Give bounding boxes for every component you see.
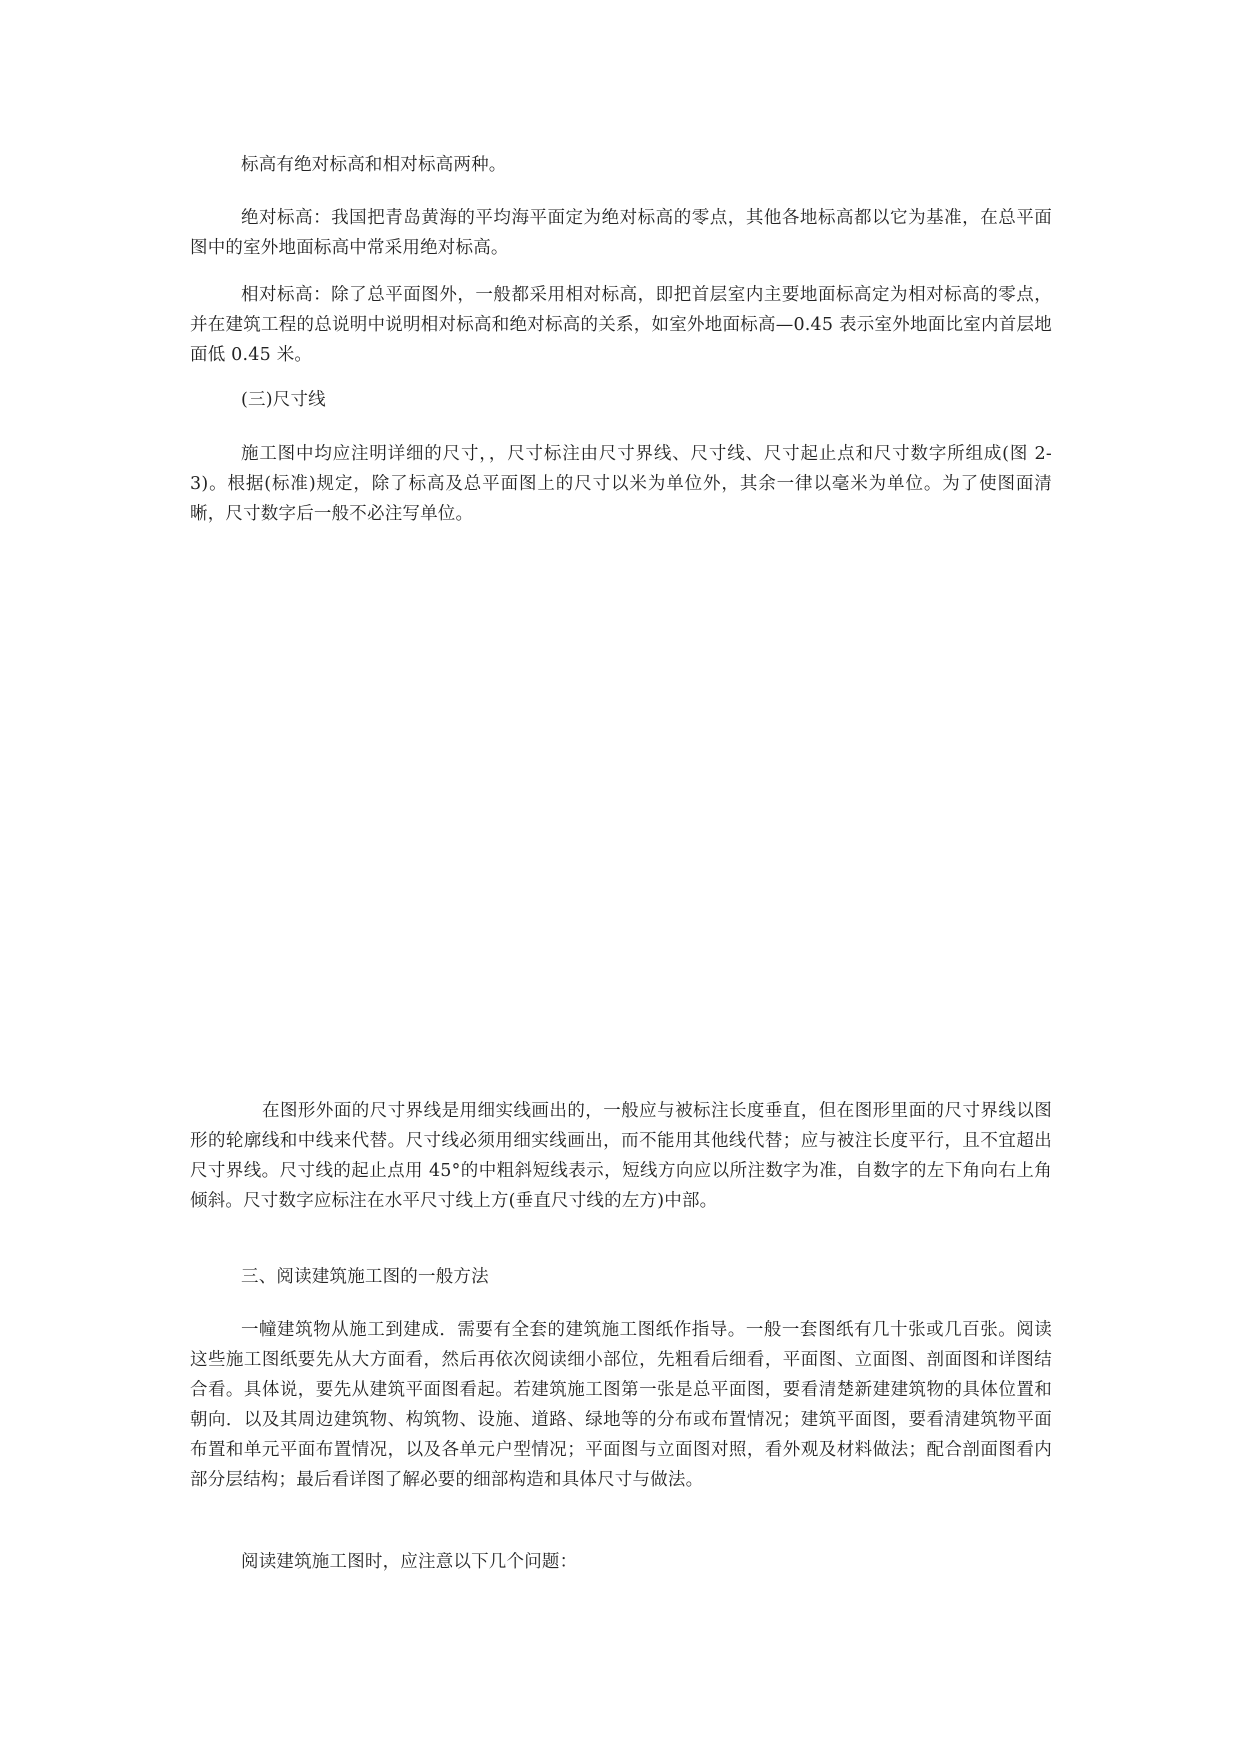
paragraph-relative-elevation: 相对标高：除了总平面图外，一般都采用相对标高，即把首层室内主要地面标高定为相对标高的零点，并在建筑工程的总说明中说明相对标高和绝对标高的关系，如室外地面标高—0.45 表示室外地面比室内首层地面低 0.45 米。 <box>190 285 1052 365</box>
paragraph-dimension-annotation: 施工图中均应注明详细的尺寸，，尺寸标注由尺寸界线、尺寸线、尺寸起止点和尺寸数字所组成(图 2-3)。根据(标准)规定，除了标高及总平面图上的尺寸以米为单位外，其余一律以毫米为单位。为了使图面清晰，尺寸数字后一般不必注写单位。 <box>190 444 1052 524</box>
paragraph-elevation-types: 标高有绝对标高和相对标高两种。 <box>241 155 507 175</box>
paragraph-reading-notes: 阅读建筑施工图时，应注意以下几个问题： <box>241 1552 578 1572</box>
paragraph-extension-lines: 在图形外面的尺寸界线是用细实线画出的，一般应与被标注长度垂直，但在图形里面的尺寸界线以图形的轮廓线和中线来代替。尺寸线必须用细实线画出，而不能用其他线代替；应与被注长度平行，且不宜超出尺寸界线。尺寸线的起止点用 45°的中粗斜短线表示，短线方向应以所注数字为准，自数字的左下角向右上角倾斜。尺寸数字应标注在水平尺寸线上方(垂直尺寸线的左方)中部。 <box>190 1101 1052 1211</box>
paragraph-absolute-elevation: 绝对标高：我国把青岛黄海的平均海平面定为绝对标高的零点，其他各地标高都以它为基准，在总平面图中的室外地面标高中常采用绝对标高。 <box>190 208 1052 258</box>
paragraph-reading-method: 一幢建筑物从施工到建成．需要有全套的建筑施工图纸作指导。一般一套图纸有几十张或几百张。阅读这些施工图纸要先从大方面看，然后再依次阅读细小部位，先粗看后细看，平面图、立面图、剖面图和详图结合看。具体说，要先从建筑平面图看起。若建筑施工图第一张是总平面图，要看清楚新建建筑物的具体位置和朝向．以及其周边建筑物、构筑物、设施、道路、绿地等的分布或布置情况；建筑平面图，要看清建筑物平面布置和单元平面布置情况，以及各单元户型情况；平面图与立面图对照，看外观及材料做法；配合剖面图看内部分层结构；最后看详图了解必要的细部构造和具体尺寸与做法。 <box>190 1320 1052 1490</box>
section-heading-dimension-lines: (三)尺寸线 <box>241 390 326 410</box>
figure-blank-area <box>190 540 1052 1080</box>
section-heading-reading-method: 三、阅读建筑施工图的一般方法 <box>241 1267 489 1287</box>
